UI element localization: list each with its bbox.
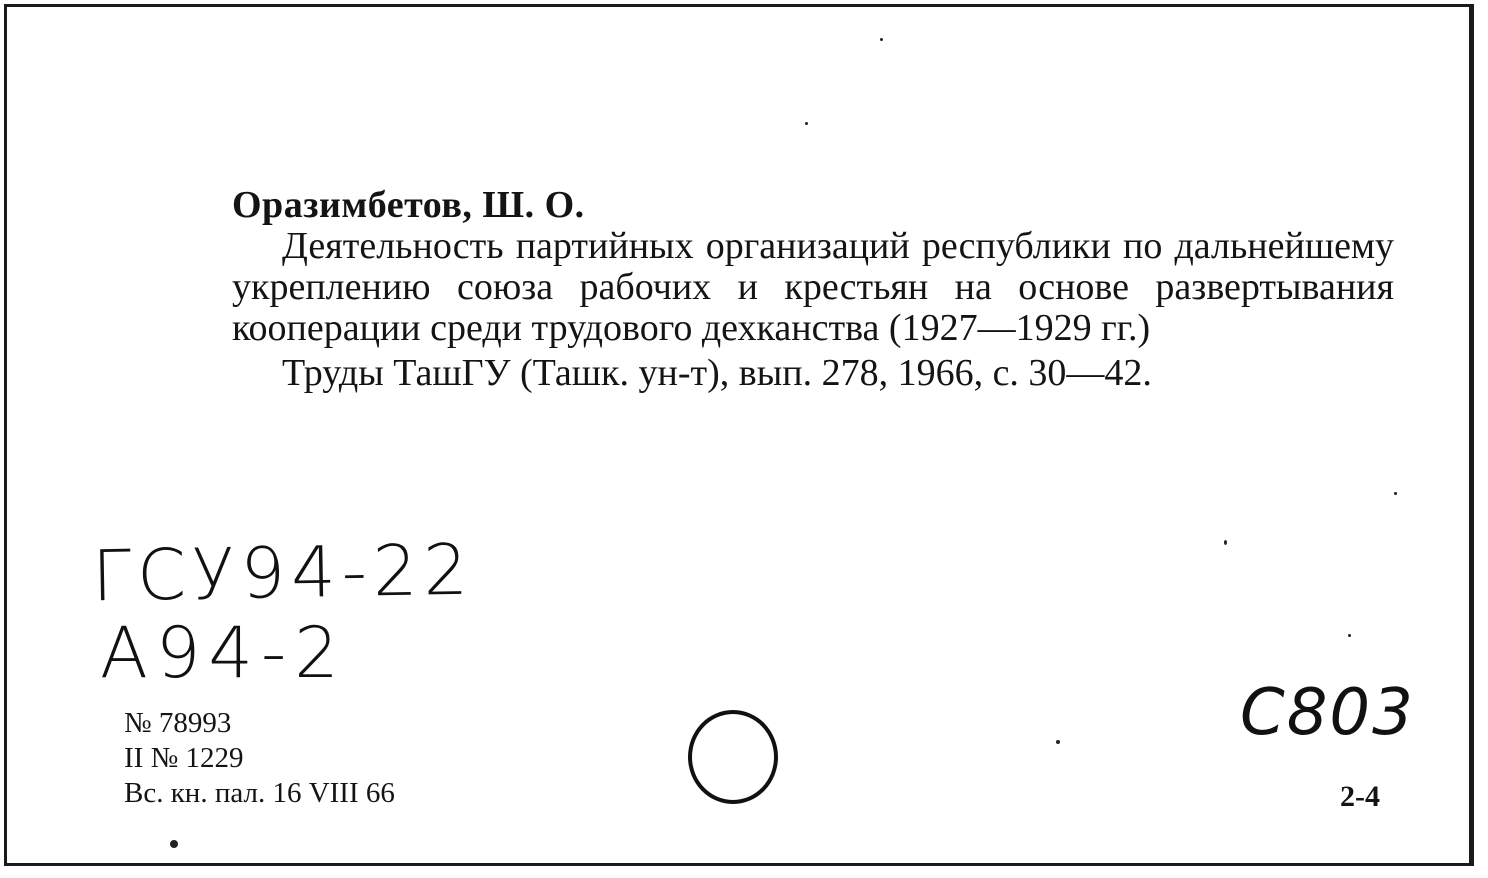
speck-dot <box>805 122 808 125</box>
speck-dot <box>1056 740 1060 744</box>
speck-dot <box>880 38 883 41</box>
speck-dot <box>1348 634 1351 637</box>
bibliographic-entry <box>232 185 1394 394</box>
speck-dot <box>170 840 178 848</box>
author-name: Оразимбетов, Ш. О. <box>232 184 585 226</box>
registry-second-number: II № 1229 <box>124 742 244 774</box>
speck-dot <box>1394 492 1397 495</box>
punch-hole <box>688 710 778 804</box>
source-citation: Труды ТашГУ (Ташк. ун-т), вып. 278, 1966, с. 30—42. <box>282 352 1152 394</box>
registry-chamber-date: Вс. кн. пал. 16 VIII 66 <box>124 777 395 809</box>
registry-number: № 78993 <box>124 707 232 739</box>
speck-dot <box>1224 540 1227 545</box>
work-title: Деятельность партийных организаций республики по дальнейшему укреплению союза рабочих и крестьян на основе развертывания кооперации среди трудового дехканства (1927—1929 гг.) <box>232 225 1394 349</box>
handwritten-shelfmark-2: А94-2 <box>100 612 347 694</box>
registry-info <box>124 706 395 811</box>
card-code: 2-4 <box>1340 780 1380 813</box>
handwritten-shelfmark-1: ГСУ94-22 <box>91 528 475 618</box>
handwritten-corner-mark: С803 <box>1240 676 1415 750</box>
